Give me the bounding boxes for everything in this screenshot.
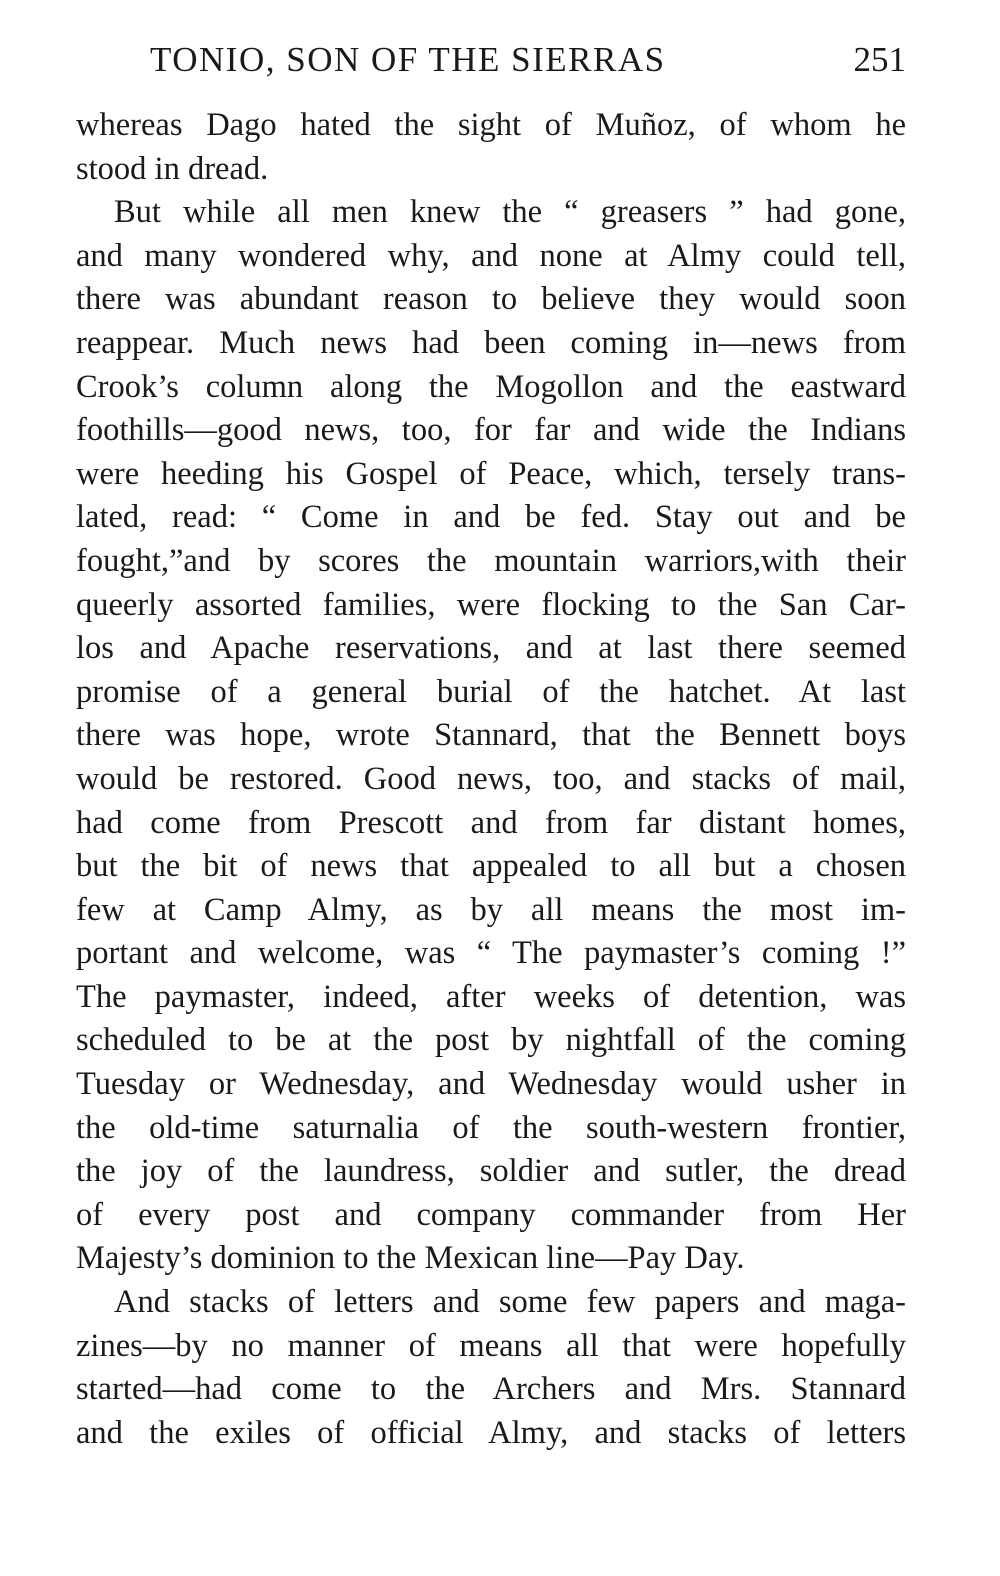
text-line: Tuesday or Wednesday, and Wednesday would usher in (76, 1066, 906, 1103)
text-line: lated, read: “ Come in and be fed. Stay out and be (76, 499, 906, 536)
running-head (76, 30, 906, 90)
text-line: foothills—good news, too, for far and wide the Indians (76, 412, 906, 449)
text-line: promise of a general burial of the hatchet. At last (76, 673, 906, 710)
text-line: the old-time saturnalia of the south-western frontier, (76, 1109, 906, 1146)
text-line: But while all men knew the “ greasers ” had gone, (114, 194, 906, 231)
text-line: portant and welcome, was “ The paymaster’s coming !” (76, 935, 906, 972)
text-line: but the bit of news that appealed to all but a chosen (76, 848, 906, 885)
text-line: fought,”and by scores the mountain warriors,with their (76, 542, 906, 579)
text-line: scheduled to be at the post by nightfall of the coming (76, 1022, 906, 1059)
text-line: few at Camp Almy, as by all means the most im- (76, 891, 906, 928)
page-number: 251 (853, 40, 906, 79)
text-line: of every post and company commander from Her (76, 1196, 906, 1233)
text-line: Crook’s column along the Mogollon and the eastward (76, 368, 906, 405)
text-line: whereas Dago hated the sight of Muñoz, of whom he (76, 107, 906, 143)
text-line: the joy of the laundress, soldier and sutler, the dread (76, 1153, 906, 1190)
book-page (76, 30, 906, 1455)
text-line: were heeding his Gospel of Peace, which, tersely trans- (76, 455, 906, 492)
text-line: Majesty’s dominion to the Mexican line—Pay Day. (76, 1240, 745, 1277)
text-line: and many wondered why, and none at Almy could tell, (76, 237, 906, 274)
text-line: there was abundant reason to believe they would soon (76, 281, 906, 318)
text-line: there was hope, wrote Stannard, that the Bennett boys (76, 717, 906, 754)
text-line: stood in dread. (76, 150, 269, 187)
text-line: queerly assorted families, were flocking to the San Car- (76, 586, 906, 623)
text-line: zines—by no manner of means all that were hopefully (76, 1327, 906, 1364)
text-line: would be restored. Good news, too, and stacks of mail, (76, 760, 906, 797)
text-line: los and Apache reservations, and at last there seemed (76, 630, 906, 667)
running-title: TONIO, SON OF THE SIERRAS (150, 40, 666, 79)
text-line: started—had come to the Archers and Mrs. Stannard (76, 1371, 906, 1408)
body-text (76, 104, 906, 1455)
text-line: had come from Prescott and from far distant homes, (76, 804, 906, 841)
text-line: reappear. Much news had been coming in—news from (76, 324, 906, 361)
text-line: The paymaster, indeed, after weeks of detention, was (76, 978, 906, 1015)
text-line: And stacks of letters and some few papers and maga- (114, 1284, 906, 1321)
text-line: and the exiles of official Almy, and stacks of letters (76, 1414, 906, 1451)
